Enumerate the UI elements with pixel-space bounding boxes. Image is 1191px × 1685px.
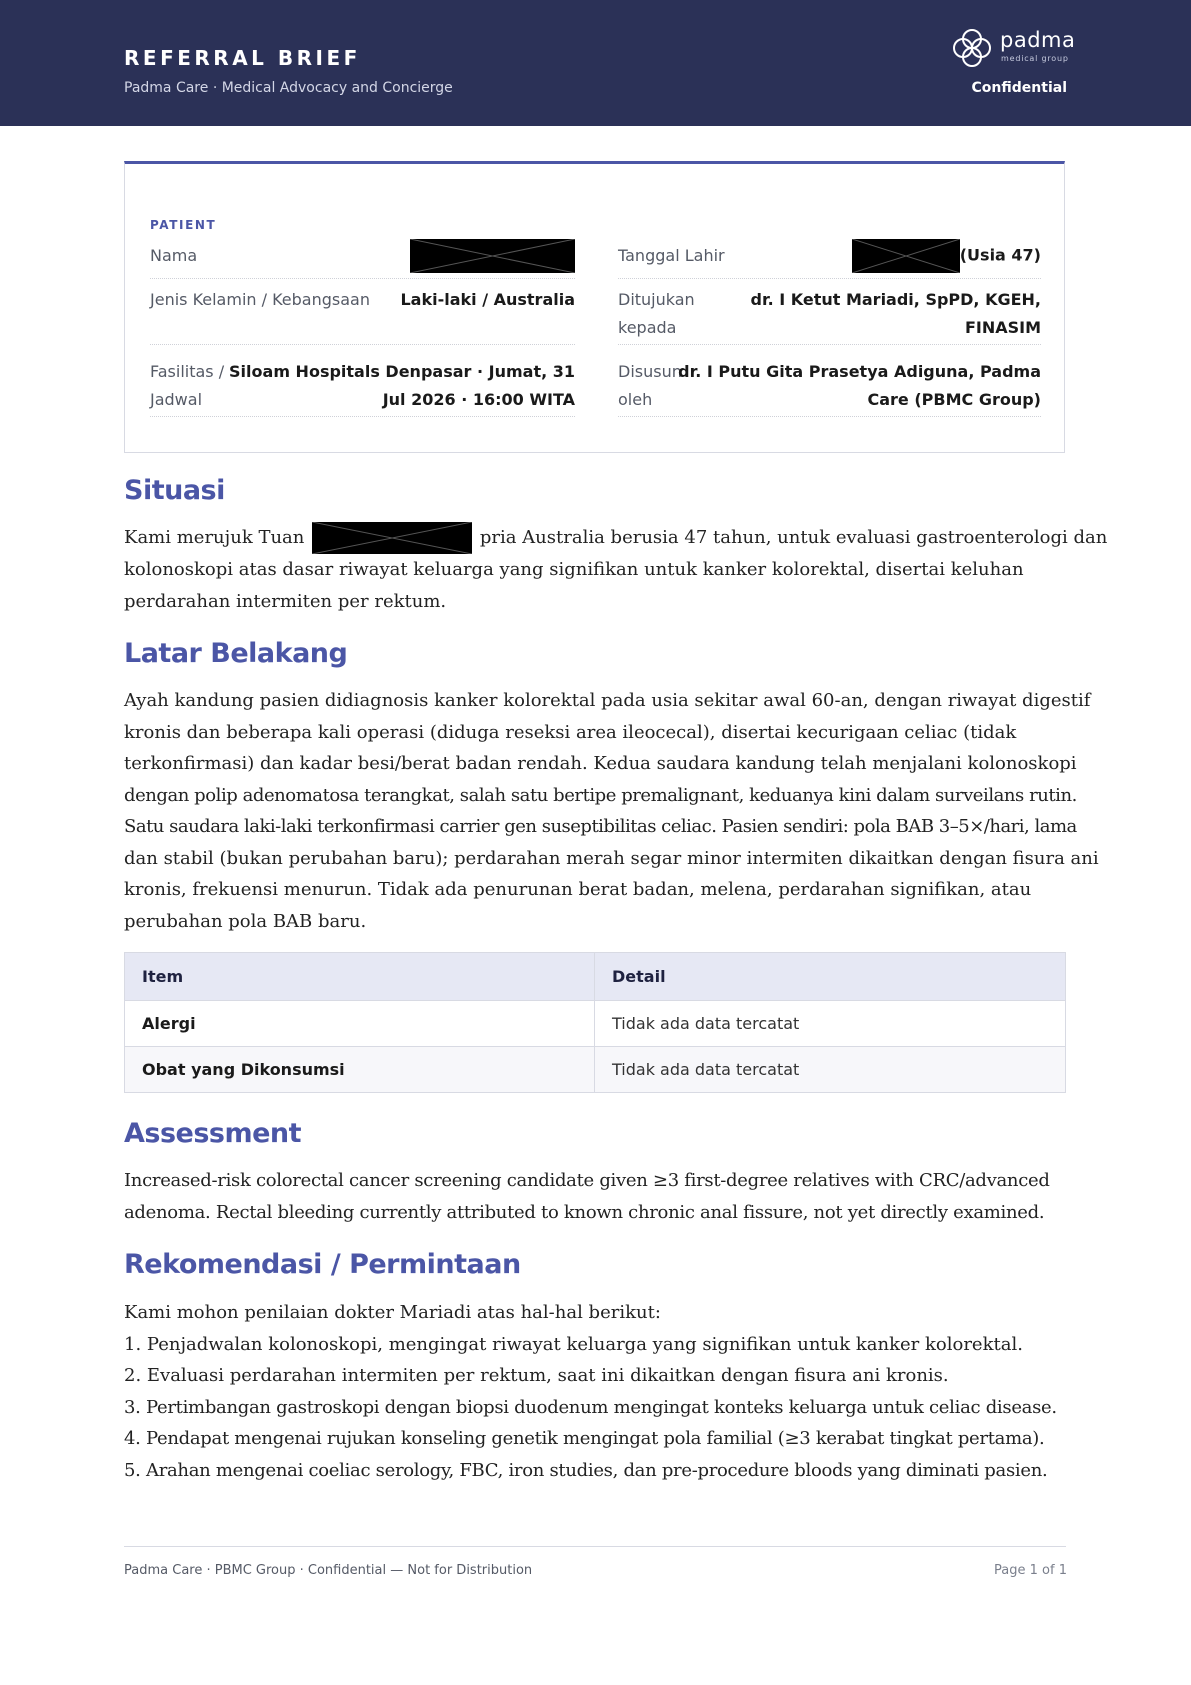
rekomendasi-heading: Rekomendasi / Permintaan (124, 1249, 521, 1280)
list-item: 5. Arahan mengenai coeliac serology, FBC, iron studies, dan pre-procedure bloods yang diminati pasien. (124, 1459, 1048, 1481)
table-header-row (125, 953, 1066, 1001)
padma-logo (952, 26, 1076, 70)
list-item: 1. Penjadwalan kolonoskopi, mengingat riwayat keluarga yang signifikan untuk kanker kolorektal. (124, 1333, 1023, 1355)
footer-left-text: Padma Care · PBMC Group · Confidential — Not for Distribution (124, 1563, 533, 1578)
facility-label-line-1: Fasilitas / (150, 362, 225, 381)
latar-line: kronis dan beberapa kali operasi (diduga reseksi area ileocecal), disertai kecurigaan celiac (tidak (124, 721, 1017, 743)
dob-row (618, 238, 1041, 279)
situasi-heading: Situasi (124, 475, 225, 506)
sex-nationality-row (150, 282, 575, 345)
situasi-text: Kami merujuk Tuan (124, 527, 305, 548)
allergy-medication-table (124, 952, 1066, 1093)
name-row (150, 238, 575, 279)
name-value (410, 239, 575, 273)
addressed-to-value (751, 286, 1042, 342)
redaction-box (410, 239, 575, 273)
facility-value (229, 358, 575, 414)
addressed-to-label-line-2: kepada (618, 318, 677, 337)
document-header (0, 0, 1191, 126)
table-cell-detail: Tidak ada data tercatat (595, 1047, 1066, 1093)
assessment-line: adenoma. Rectal bleeding currently attributed to known chronic anal fissure, not yet directly examined. (124, 1201, 1045, 1223)
logo-tagline: medical group (1001, 54, 1069, 63)
table-header-cell: Item (125, 953, 595, 1001)
footer-divider (124, 1546, 1066, 1547)
latar-line: perubahan pola BAB baru. (124, 910, 367, 932)
facility-value-line-2: Jul 2026 · 16:00 WITA (382, 390, 575, 409)
redaction-box (852, 239, 960, 273)
sex-value: Laki-laki / Australia (400, 290, 575, 309)
facility-row (150, 354, 575, 417)
dob-value (852, 239, 1041, 273)
rekomendasi-list (124, 1297, 1084, 1486)
rekomendasi-intro: Kami mohon penilaian dokter Mariadi atas hal-hal berikut: (124, 1302, 661, 1323)
list-item: 3. Pertimbangan gastroskopi dengan biopsi duodenum mengingat konteks keluarga untuk celiac disease. (124, 1396, 1057, 1418)
list-item: 2. Evaluasi perdarahan intermiten per rektum, saat ini dikaitkan dengan fisura ani kronis. (124, 1365, 949, 1386)
latar-line: kronis, frekuensi menurun. Tidak ada penurunan berat badan, melena, perdarahan signifikan, atau (124, 879, 1032, 900)
latar-line: dan stabil (bukan perubahan baru); perdarahan merah segar minor intermiten dikaitkan dengan fisura ani (124, 847, 1099, 869)
facility-label-line-2: Jadwal (150, 390, 203, 409)
prepared-by-value (678, 358, 1041, 414)
table-cell-detail: Tidak ada data tercatat (595, 1001, 1066, 1047)
list-item: 4. Pendapat mengenai rujukan konseling genetik mengingat pola familial (≥3 kerabat tingkat pertama). (124, 1428, 1045, 1449)
prepared-by-label (618, 358, 682, 414)
assessment-line: Increased-risk colorectal cancer screening candidate given ≥3 first-degree relatives with CRC/advanced (124, 1170, 1050, 1191)
latar-line: Ayah kandung pasien didiagnosis kanker kolorektal pada usia sekitar awal 60-an, dengan riwayat digestif (124, 690, 1091, 711)
situasi-paragraph (124, 522, 1108, 617)
prepared-by-label-line-2: oleh (618, 390, 653, 409)
dob-label: Tanggal Lahir (618, 246, 725, 265)
addressed-to-label (618, 286, 695, 342)
addressed-to-row (618, 282, 1041, 345)
situasi-line (124, 522, 1108, 554)
page-number: Page 1 of 1 (994, 1563, 1067, 1578)
redaction-box (312, 522, 472, 554)
flower-icon (952, 28, 992, 68)
latar-belakang-heading: Latar Belakang (124, 638, 348, 669)
situasi-line: kolonoskopi atas dasar riwayat keluarga yang signifikan untuk kanker kolorektal, disertai keluhan (124, 559, 1024, 580)
facility-value-line-1: Siloam Hospitals Denpasar · Jumat, 31 (229, 362, 575, 381)
situasi-text: pria Australia berusia 47 tahun, untuk evaluasi gastroenterologi dan (479, 527, 1108, 548)
addressed-to-value-line-1: dr. I Ketut Mariadi, SpPD, KGEH, (750, 290, 1041, 309)
logo-wordmark: padma (1000, 28, 1076, 52)
table-row (125, 1001, 1066, 1047)
addressed-to-value-line-2: FINASIM (964, 318, 1041, 337)
confidential-label: Confidential (971, 80, 1067, 96)
table-cell-item: Obat yang Dikonsumsi (125, 1047, 595, 1093)
table-cell-item: Alergi (125, 1001, 595, 1047)
facility-label (150, 358, 224, 414)
table-row (125, 1047, 1066, 1093)
assessment-heading: Assessment (124, 1118, 302, 1149)
latar-line: Satu saudara laki-laki terkonfirmasi carrier gen suseptibilitas celiac. Pasien sendiri: pola BAB 3–5×/hari, lama (124, 816, 1077, 837)
prepared-by-row (618, 354, 1041, 417)
sex-label: Jenis Kelamin / Kebangsaan (150, 290, 370, 309)
prepared-by-label-line-1: Disusun (618, 362, 682, 381)
assessment-paragraph (124, 1165, 1069, 1228)
latar-line: dengan polip adenomatosa terangkat, salah satu bertipe premalignant, keduanya kini dalam surveilans rutin. (124, 784, 1077, 806)
age-value: (Usia 47) (959, 245, 1041, 265)
document-subtitle: Padma Care · Medical Advocacy and Concierge (124, 80, 453, 96)
prepared-by-value-line-2: Care (PBMC Group) (867, 390, 1041, 409)
name-label: Nama (150, 246, 198, 265)
patient-section-label: PATIENT (150, 218, 217, 232)
document-title: REFERRAL BRIEF (124, 46, 361, 70)
addressed-to-label-line-1: Ditujukan (618, 290, 695, 309)
latar-line: terkonfirmasi) dan kadar besi/berat badan rendah. Kedua saudara kandung telah menjalani kolonoskopi (124, 753, 1077, 774)
situasi-line: perdarahan intermiten per rektum. (124, 590, 447, 612)
latar-belakang-paragraph (124, 685, 1099, 937)
table-header-cell: Detail (595, 953, 1066, 1001)
prepared-by-value-line-1: dr. I Putu Gita Prasetya Adiguna, Padma (678, 362, 1041, 381)
patient-card (124, 161, 1065, 453)
